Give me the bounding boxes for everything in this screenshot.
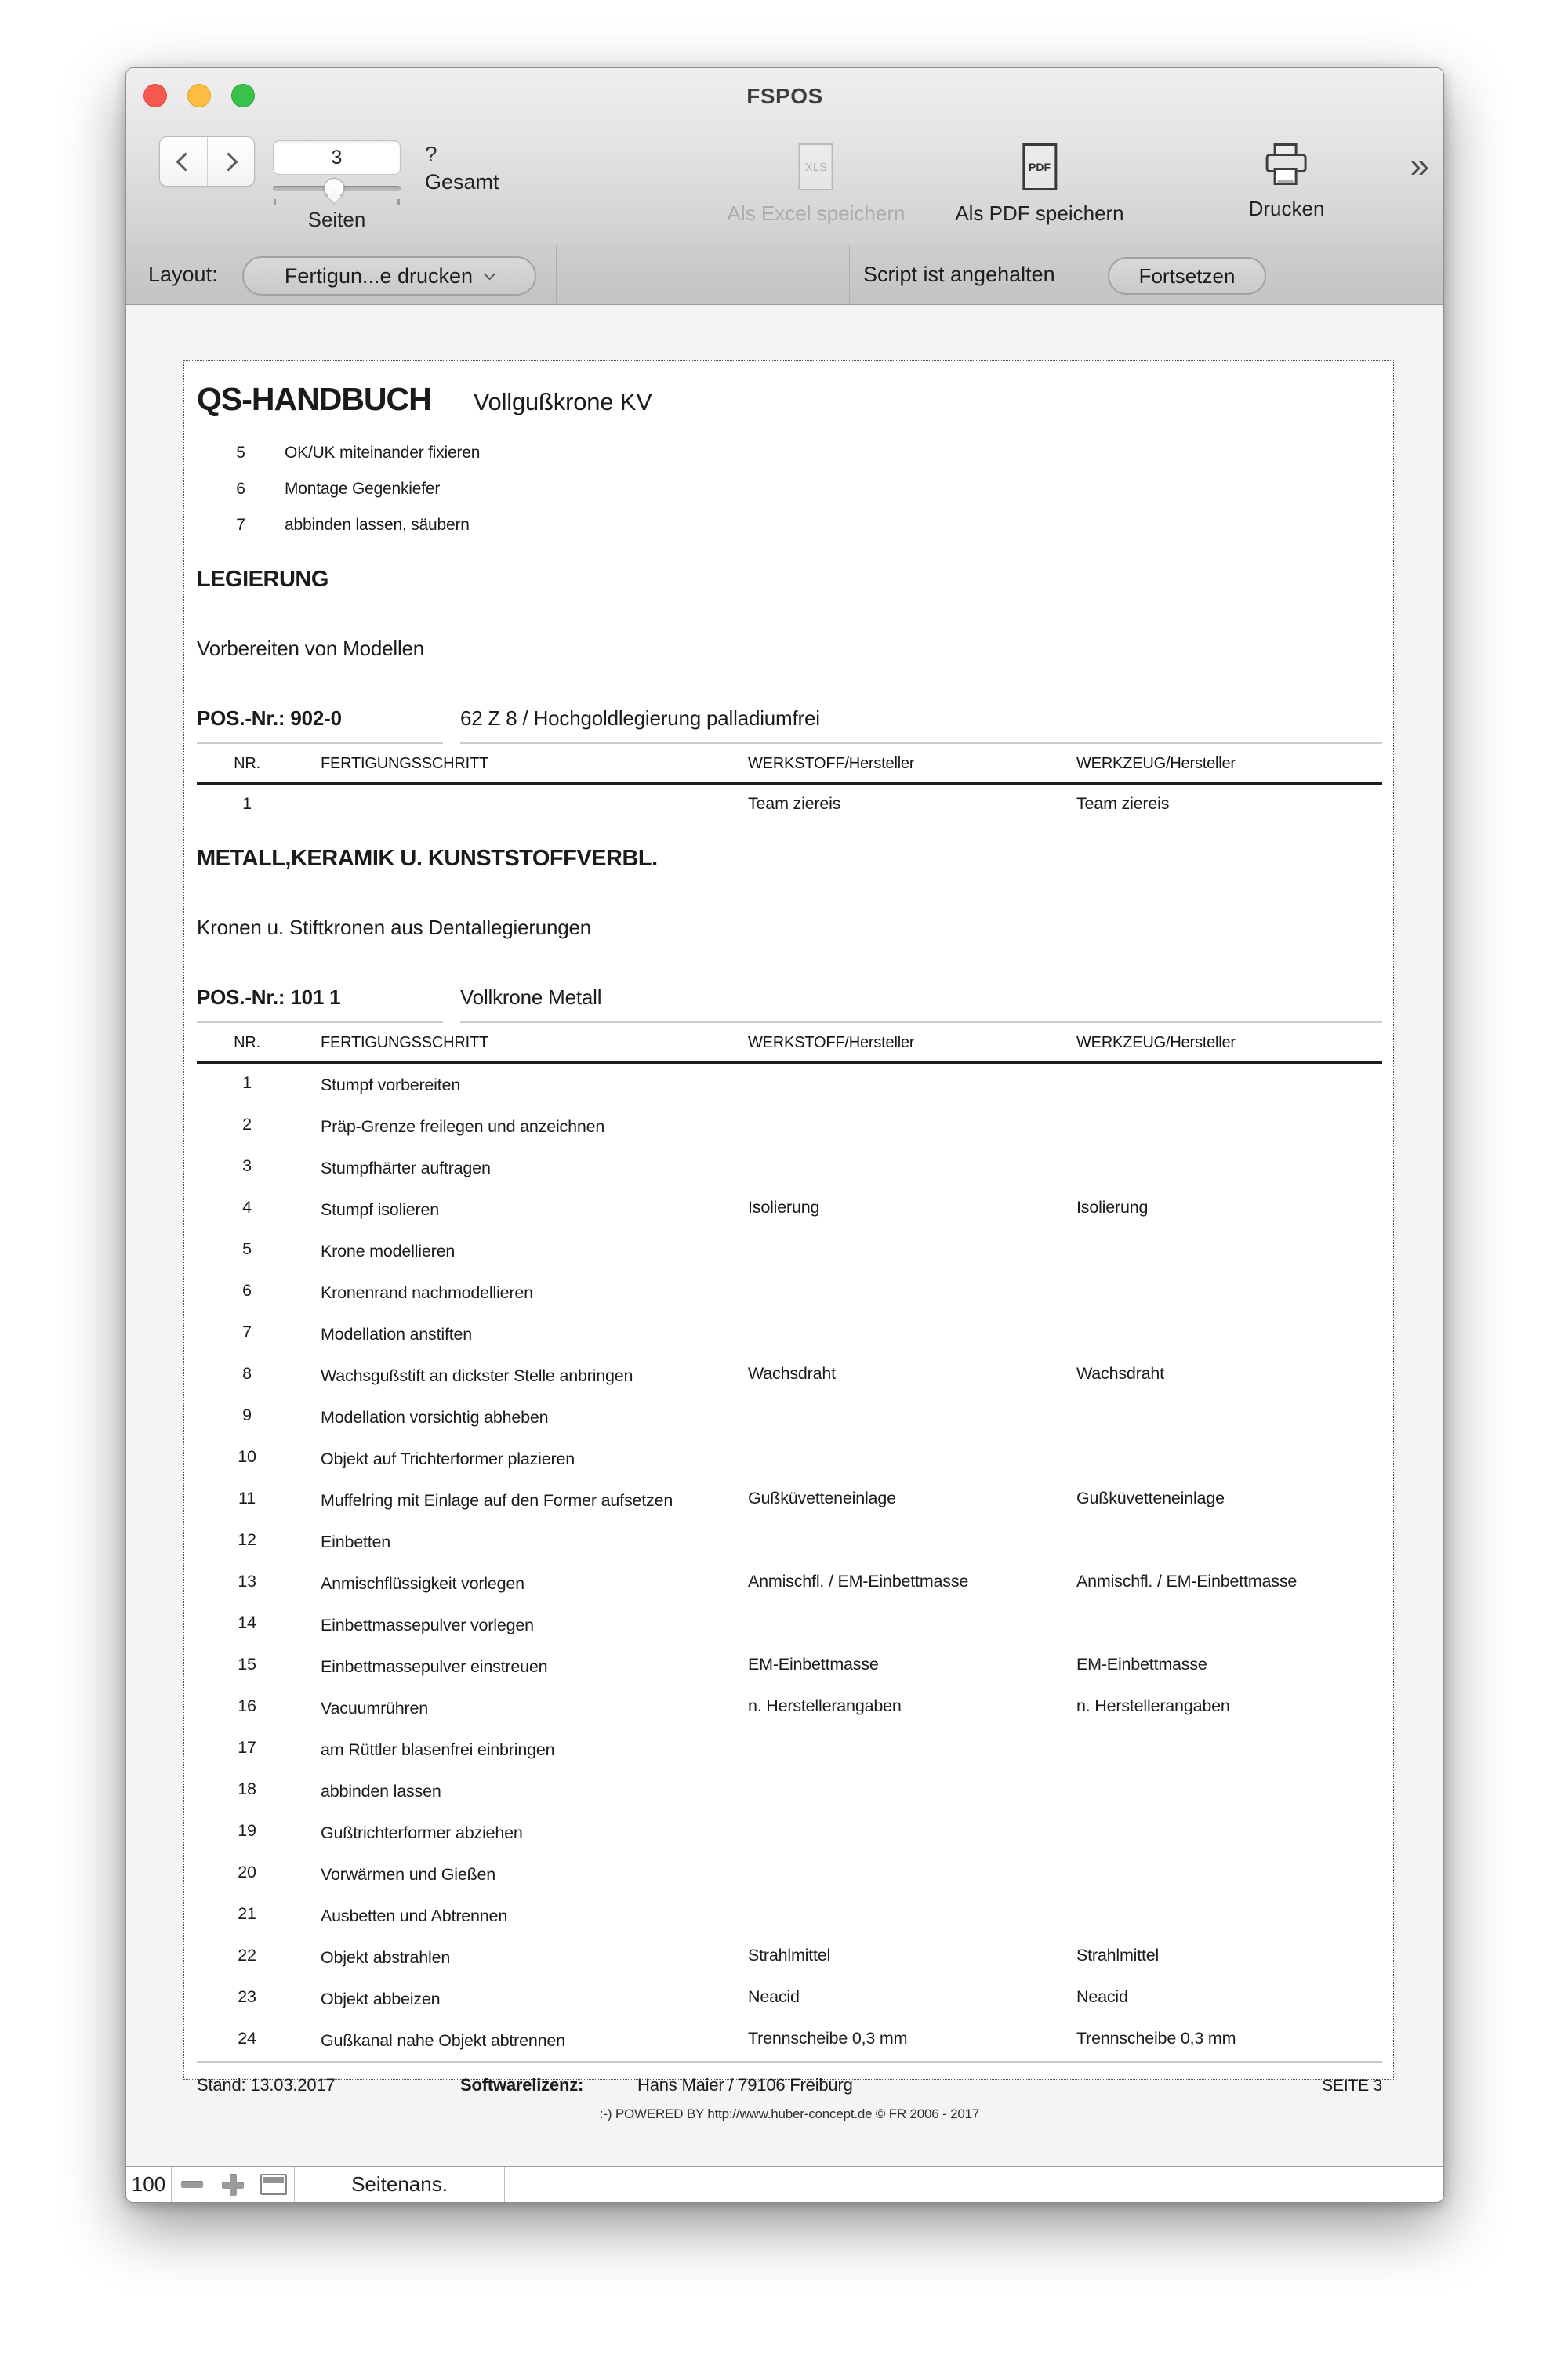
cell-werkzeug: Gußküvetteneinlage [1076, 1489, 1225, 1507]
column-header: FERTIGUNGSSCHRITT [321, 1034, 489, 1051]
section-legierung [197, 543, 1382, 822]
cell-werkzeug: Isolierung [1076, 1198, 1149, 1217]
cell-werkzeug [1053, 1447, 1382, 1471]
cell-nr: 8 [242, 1364, 252, 1383]
page-nav-segmented-control [159, 136, 255, 187]
cell-werkstoff [724, 1322, 1053, 1346]
cell-werkzeug [1053, 1863, 1382, 1886]
cell-werkstoff: Gußküvetteneinlage [748, 1489, 896, 1507]
cell-werkzeug: Neacid [1076, 1987, 1128, 2006]
cell-schritt: Objekt abbeizen [321, 1990, 441, 2008]
window-title: FSPOS [746, 84, 823, 108]
cell-nr: 1 [242, 794, 252, 813]
step-text: OK/UK miteinander fixieren [285, 444, 481, 462]
footer-stand: Stand: 13.03.2017 [197, 2075, 336, 2095]
cell-werkstoff: Strahlmittel [748, 1946, 831, 1965]
cell-schritt: Präp-Grenze freilegen und anzeichnen [321, 1117, 605, 1136]
column-header: WERKZEUG/Hersteller [1076, 1034, 1236, 1051]
cell-schritt: Krone modellieren [321, 1242, 456, 1261]
table-top-rule [197, 742, 1382, 744]
cell-nr: 12 [238, 1530, 256, 1549]
cell-nr: 24 [238, 2029, 256, 2048]
cell-schritt [297, 794, 724, 814]
cell-nr: 7 [242, 1322, 252, 1341]
table-row [197, 1729, 1382, 1770]
cell-werkzeug [1053, 1406, 1382, 1429]
cell-nr: 2 [242, 1115, 252, 1134]
previous-page-button[interactable] [160, 137, 208, 186]
cell-schritt: Muffelring mit Einlage auf den Former aufsetzen [321, 1491, 673, 1510]
table-row [197, 785, 1382, 822]
column-header: WERKSTOFF/Hersteller [748, 755, 915, 772]
cell-werkstoff [724, 1156, 1053, 1180]
table-header [197, 1034, 1382, 1052]
next-page-button[interactable] [208, 137, 255, 186]
section-subheading: Kronen u. Stiftkronen aus Dentallegierungen [197, 916, 592, 939]
table-row [197, 1230, 1382, 1272]
table-row [197, 1895, 1382, 1936]
cell-werkstoff [724, 1904, 1053, 1928]
cell-werkstoff [724, 1239, 1053, 1263]
cell-nr: 18 [238, 1780, 256, 1798]
printer-icon [1264, 143, 1309, 189]
cell-werkstoff [724, 1780, 1053, 1803]
table-row [197, 1853, 1382, 1895]
app-window [125, 67, 1444, 2203]
cell-werkzeug [1053, 1821, 1382, 1845]
toolbar-overflow-icon[interactable]: » [1410, 147, 1429, 185]
slider-tick [274, 199, 276, 205]
table-row [197, 1147, 1382, 1188]
table-row [197, 1645, 1382, 1687]
column-header: NR. [234, 755, 260, 772]
plus-icon [222, 2174, 244, 2196]
intro-step-list [197, 435, 1382, 543]
cell-werkstoff [724, 1613, 1053, 1637]
cell-werkzeug: Trennscheibe 0,3 mm [1076, 2029, 1236, 2048]
layout-dropdown[interactable] [242, 256, 536, 296]
xls-icon-text: XLS [804, 160, 828, 174]
cell-schritt: Wachsgußstift an dickster Stelle anbringen [321, 1366, 633, 1385]
cell-werkzeug [1053, 1738, 1382, 1761]
pdf-icon-text: PDF [1029, 161, 1051, 173]
cell-werkzeug [1053, 1904, 1382, 1928]
zoom-value-field[interactable]: 100 [126, 2167, 172, 2202]
table-row [197, 1521, 1382, 1562]
cell-werkzeug: Team ziereis [1076, 794, 1170, 813]
cell-schritt: Gußkanal nahe Objekt abtrennen [321, 2031, 565, 2050]
cell-werkzeug [1053, 1780, 1382, 1803]
cell-nr: 17 [238, 1738, 256, 1757]
cell-werkzeug [1053, 1073, 1382, 1097]
step-text: abbinden lassen, säubern [285, 516, 470, 534]
table-row [197, 1812, 1382, 1853]
save-as-excel-button[interactable] [728, 143, 906, 226]
minus-icon [181, 2181, 203, 2188]
cell-nr: 13 [238, 1572, 256, 1591]
column-header: FERTIGUNGSSCHRITT [321, 755, 489, 772]
cell-nr: 22 [238, 1946, 256, 1965]
list-item [197, 507, 1382, 543]
divider [849, 245, 850, 304]
cell-werkstoff: n. Herstellerangaben [748, 1696, 902, 1715]
section-heading: METALL,KERAMIK U. KUNSTSTOFFVERBL. [197, 846, 658, 871]
cell-nr: 9 [242, 1406, 252, 1424]
document-subtitle: Vollgußkrone KV [473, 388, 652, 415]
cell-werkstoff [724, 1821, 1053, 1845]
footer-license-value: Hans Maier / 79106 Freiburg [637, 2075, 853, 2095]
table-row [197, 1105, 1382, 1147]
layout-dropdown-value: Fertigun...e drucken [284, 263, 474, 288]
table-row [197, 1604, 1382, 1645]
list-item [197, 471, 1382, 507]
cell-schritt: Objekt abstrahlen [321, 1948, 451, 1967]
save-as-pdf-button[interactable] [955, 143, 1123, 226]
cell-schritt: Stumpf isolieren [321, 1200, 439, 1219]
save-as-pdf-label: Als PDF speichern [955, 201, 1124, 225]
cell-werkstoff [724, 1115, 1053, 1138]
cell-schritt: Kronenrand nachmodellieren [321, 1283, 533, 1302]
cell-werkstoff [724, 1863, 1053, 1886]
cell-werkstoff: EM-Einbettmasse [748, 1655, 879, 1674]
cell-werkstoff [724, 1530, 1053, 1554]
cell-nr: 20 [238, 1863, 256, 1881]
cell-werkstoff: Anmischfl. / EM-Einbettmasse [748, 1572, 969, 1591]
table-row [197, 1562, 1382, 1604]
cell-werkstoff [724, 1073, 1053, 1097]
cell-schritt: am Rüttler blasenfrei einbringen [321, 1740, 555, 1759]
pos-description: Vollkrone Metall [460, 985, 602, 1009]
chevron-down-icon [484, 267, 496, 280]
divider [556, 245, 557, 304]
cell-werkstoff [724, 1406, 1053, 1429]
cell-nr: 19 [238, 1821, 256, 1840]
step-text: Montage Gegenkiefer [285, 480, 441, 498]
cell-schritt: Objekt auf Trichterformer plazieren [321, 1449, 575, 1468]
slider-thumb[interactable] [324, 178, 344, 198]
cell-nr: 21 [238, 1904, 256, 1923]
table-row [197, 1770, 1382, 1812]
cell-schritt: Modellation vorsichtig abheben [321, 1408, 549, 1427]
table-row [197, 1936, 1382, 1978]
cell-nr: 6 [242, 1281, 252, 1300]
cell-werkstoff [724, 1738, 1053, 1761]
cell-schritt: Einbetten [321, 1533, 391, 1551]
table-row [197, 1064, 1382, 1105]
cell-werkzeug [1053, 1530, 1382, 1554]
help-question-label: ? [425, 142, 437, 166]
cell-werkzeug [1053, 1613, 1382, 1637]
footer-powered-by: :-) POWERED BY http://www.huber-concept.de © FR 2006 - 2017 [599, 2106, 980, 2121]
zoom-out-button[interactable] [172, 2167, 212, 2202]
cell-werkstoff: Team ziereis [748, 794, 841, 813]
xls-file-icon [799, 143, 833, 190]
table-row [197, 1188, 1382, 1230]
document-title: QS-HANDBUCH [197, 381, 431, 417]
cell-werkzeug [1053, 1281, 1382, 1304]
cell-schritt: Gußtrichterformer abziehen [321, 1823, 523, 1842]
cell-schritt: Anmischflüssigkeit vorlegen [321, 1574, 524, 1593]
cell-schritt: Modellation anstiften [321, 1325, 473, 1344]
cell-nr: 11 [238, 1489, 256, 1507]
cell-werkzeug: Wachsdraht [1076, 1364, 1164, 1383]
table-row [197, 1687, 1382, 1729]
table-row [197, 2019, 1382, 2061]
cell-werkzeug: Anmischfl. / EM-Einbettmasse [1076, 1572, 1298, 1591]
page-view-icon [260, 2174, 287, 2195]
cell-nr: 14 [238, 1613, 256, 1632]
cell-werkstoff [724, 1447, 1053, 1471]
step-number: 5 [236, 444, 245, 462]
cell-schritt: abbinden lassen [321, 1782, 441, 1801]
cell-werkzeug: EM-Einbettmasse [1076, 1655, 1207, 1674]
view-mode-label: Seitenans. [295, 2167, 505, 2202]
continue-button[interactable]: Fortsetzen [1108, 257, 1266, 295]
table-row [197, 1396, 1382, 1438]
zoom-button-group [172, 2167, 295, 2202]
section-metall-keramik [197, 822, 1382, 2061]
zoom-in-button[interactable] [212, 2167, 253, 2202]
cell-schritt: Einbettmassepulver einstreuen [321, 1657, 548, 1676]
cell-werkstoff: Wachsdraht [748, 1364, 836, 1383]
pages-label: Seiten [307, 208, 366, 231]
cell-werkstoff: Isolierung [748, 1198, 820, 1217]
step-number: 7 [236, 516, 245, 534]
page-footer [197, 2061, 1382, 2122]
pos-row [197, 706, 1382, 730]
cell-nr: 5 [242, 1239, 252, 1258]
total-label: Gesamt [425, 170, 499, 194]
page-view-button[interactable] [253, 2167, 294, 2202]
table-row [197, 1313, 1382, 1355]
footer-license-label: Softwarelizenz: [460, 2075, 584, 2095]
status-bar [126, 2166, 1443, 2202]
table-row [197, 1355, 1382, 1396]
table-row [197, 1978, 1382, 2019]
list-item [197, 435, 1382, 471]
cell-werkzeug [1053, 1115, 1382, 1138]
print-label: Drucken [1248, 197, 1325, 220]
save-as-excel-label: Als Excel speichern [727, 201, 906, 225]
document-title-row [197, 381, 1382, 418]
chevron-left-icon [176, 152, 195, 171]
cell-nr: 4 [242, 1198, 252, 1217]
slider-tick [397, 199, 400, 205]
table-row [197, 1438, 1382, 1479]
table-header [197, 755, 1382, 773]
section-subheading: Vorbereiten von Modellen [197, 637, 425, 660]
cell-werkzeug: Strahlmittel [1076, 1946, 1160, 1965]
pos-row [197, 985, 1382, 1009]
cell-werkzeug [1053, 1322, 1382, 1346]
cell-werkzeug: n. Herstellerangaben [1076, 1696, 1230, 1715]
chevron-right-icon [219, 152, 238, 171]
footer-page-label: SEITE 3 [1322, 2077, 1382, 2095]
cell-nr: 15 [238, 1655, 256, 1674]
column-header: NR. [234, 1034, 260, 1051]
cell-schritt: Vorwärmen und Gießen [321, 1865, 496, 1884]
cell-werkstoff: Neacid [748, 1987, 800, 2006]
table-row [197, 1479, 1382, 1521]
layout-bar [126, 245, 1443, 305]
table-row [197, 1272, 1382, 1313]
footer-row [197, 2063, 1382, 2102]
page-number-field[interactable]: 3 [273, 140, 401, 175]
column-header: WERKZEUG/Hersteller [1076, 755, 1236, 772]
cell-nr: 3 [242, 1156, 252, 1175]
cell-schritt: Einbettmassepulver vorlegen [321, 1616, 534, 1634]
table-body [197, 785, 1382, 822]
script-status-text: Script ist angehalten [863, 263, 1055, 286]
layout-label: Layout: [148, 263, 218, 286]
cell-nr: 1 [242, 1073, 252, 1092]
pos-number: POS.-Nr.: 101 1 [197, 985, 341, 1009]
cell-nr: 23 [238, 1987, 256, 2006]
table-body [197, 1064, 1382, 2061]
pos-description: 62 Z 8 / Hochgoldlegierung palladiumfrei [460, 706, 820, 730]
cell-schritt: Stumpfhärter auftragen [321, 1159, 491, 1177]
cell-werkstoff [724, 1281, 1053, 1304]
preview-area [126, 307, 1443, 2166]
cell-schritt: Stumpf vorbereiten [321, 1076, 461, 1094]
table-top-rule [197, 1021, 1382, 1023]
cell-schritt: Vacuumrühren [321, 1699, 429, 1718]
column-header: WERKSTOFF/Hersteller [748, 1034, 915, 1051]
cell-nr: 16 [238, 1696, 256, 1715]
cell-werkzeug [1053, 1156, 1382, 1180]
cell-schritt: Ausbetten und Abtrennen [321, 1907, 508, 1925]
section-heading: LEGIERUNG [197, 567, 328, 592]
page-slider[interactable] [273, 186, 401, 191]
document-page [183, 360, 1394, 2121]
pdf-file-icon [1022, 143, 1057, 190]
window-chrome [126, 68, 1443, 245]
print-button[interactable] [1249, 142, 1325, 221]
cell-werkzeug [1053, 1239, 1382, 1263]
step-number: 6 [236, 480, 245, 498]
cell-nr: 10 [238, 1447, 256, 1466]
cell-werkstoff: Trennscheibe 0,3 mm [748, 2029, 908, 2048]
pos-number: POS.-Nr.: 902-0 [197, 706, 342, 730]
